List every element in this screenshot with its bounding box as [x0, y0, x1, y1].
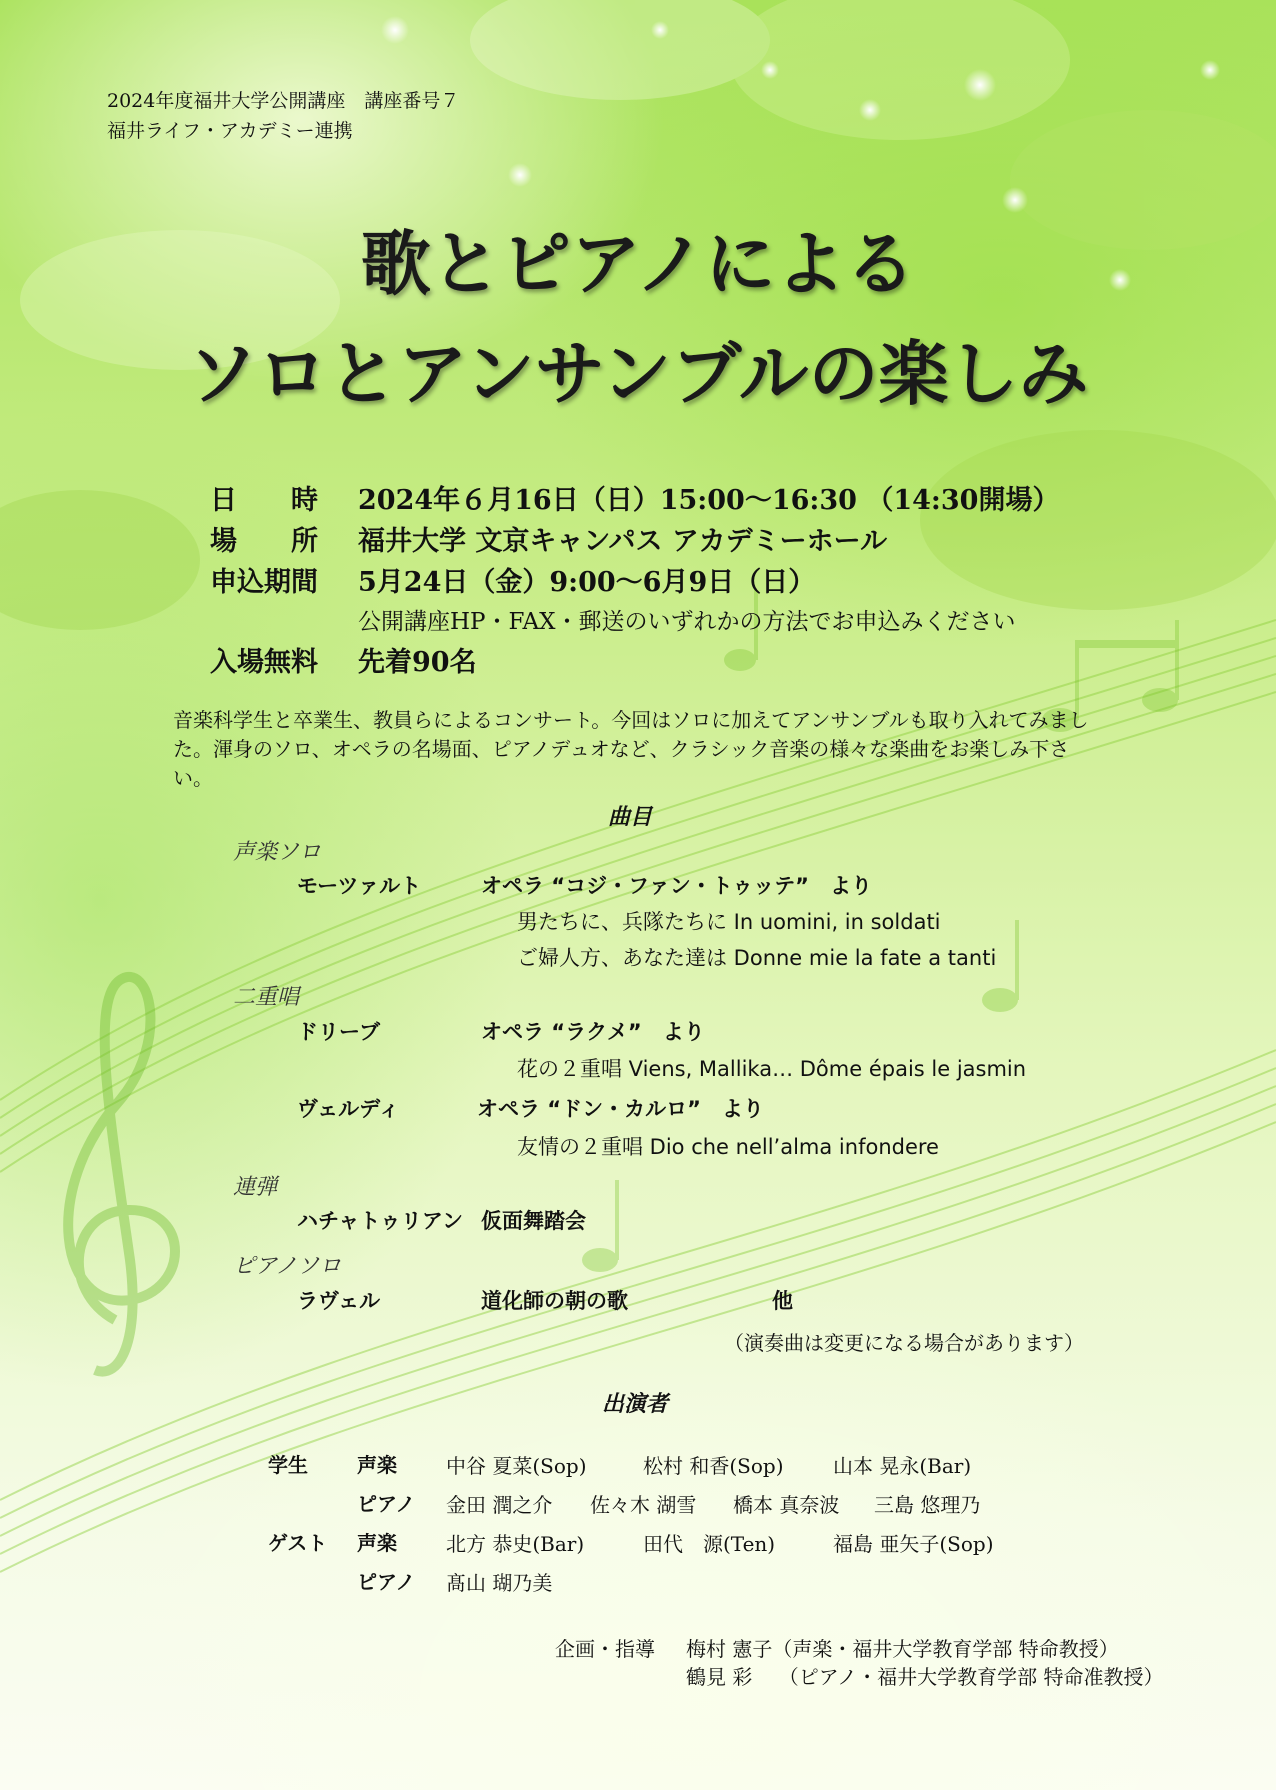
apply-value: 5月24日（金）9:00～6月9日（日）: [358, 567, 816, 598]
performers-heading: 出演者: [602, 1392, 669, 1417]
student-piano-1: 金田 潤之介: [446, 1493, 553, 1517]
work-mozart: オペラ “コジ・ファン・トゥッテ” より: [481, 874, 872, 898]
work-ravel: 道化師の朝の歌: [481, 1289, 628, 1313]
place-label: 場 所: [210, 526, 318, 557]
title-line-1: 歌とピアノによる: [360, 223, 916, 305]
apply-label: 申込期間: [210, 567, 318, 598]
category-duet: 二重唱: [233, 985, 300, 1010]
guest-piano-label: ピアノ: [357, 1570, 416, 1594]
work-delibes: オペラ “ラクメ” より: [481, 1020, 705, 1044]
datetime-label: 日 時: [210, 485, 318, 516]
student-piano-2: 佐々木 湖雪: [590, 1493, 697, 1517]
direction-label: 企画・指導: [555, 1637, 655, 1661]
guest-vocal-1: 北方 恭史(Bar): [446, 1532, 585, 1556]
composer-khachaturian: ハチャトゥリアン: [297, 1209, 464, 1233]
student-vocal-3: 山本 晃永(Bar): [833, 1454, 972, 1478]
student-vocal-label: 声楽: [357, 1453, 397, 1477]
program-change-note: （演奏曲は変更になる場合があります）: [724, 1331, 1084, 1355]
free-label: 入場無料: [210, 647, 318, 678]
composer-ravel: ラヴェル: [297, 1289, 381, 1313]
academy-line: 福井ライフ・アカデミー連携: [107, 120, 353, 142]
category-vocal-solo: 声楽ソロ: [233, 840, 322, 865]
course-number-line: 2024年度福井大学公開講座 講座番号７: [107, 90, 460, 112]
category-piano-solo: ピアノソロ: [233, 1254, 342, 1279]
others-label: 他: [772, 1289, 793, 1313]
category-four-hands: 連弾: [233, 1175, 278, 1200]
song-delibes: 花の２重唱 Viens, Mallika… Dôme épais le jasmin: [517, 1057, 1027, 1081]
guest-vocal-2: 田代 源(Ten): [643, 1532, 776, 1556]
song-verdi: 友情の２重唱 Dio che nell’alma infondere: [517, 1135, 939, 1159]
guest-piano-1: 髙山 瑚乃美: [446, 1571, 553, 1595]
composer-verdi: ヴェルディ: [297, 1097, 400, 1121]
student-piano-label: ピアノ: [357, 1492, 416, 1516]
guest-vocal-3: 福島 亜矢子(Sop): [833, 1532, 994, 1556]
student-vocal-2: 松村 和香(Sop): [643, 1454, 784, 1478]
work-verdi: オペラ “ドン・カルロ” より: [477, 1097, 764, 1121]
place-value: 福井大学 文京キャンパス アカデミーホール: [358, 526, 888, 557]
free-value: 先着90名: [358, 647, 477, 678]
program-heading: 曲目: [608, 805, 653, 830]
guest-vocal-label: 声楽: [357, 1531, 397, 1555]
treble-clef-icon: [68, 977, 175, 1372]
guest-label: ゲスト: [268, 1531, 328, 1555]
apply-note: 公開講座HP・FAX・郵送のいずれかの方法でお申込みください: [358, 609, 1016, 635]
composer-mozart: モーツァルト: [297, 874, 422, 898]
student-piano-3: 橋本 真奈波: [733, 1493, 840, 1517]
title-line-2: ソロとアンサンブルの楽しみ: [187, 333, 1089, 415]
director-1: 梅村 憲子（声楽・福井大学教育学部 特命教授）: [686, 1637, 1119, 1661]
description: 音楽科学生と卒業生、教員らによるコンサート。今回はソロに加えてアンサンブルも取り入れてみました。渾身のソロ、オペラの名場面、ピアノデュオなど、クラシック音楽の様々な楽曲をお楽しみ下さい。: [173, 708, 1089, 790]
student-piano-4: 三島 悠理乃: [874, 1493, 981, 1517]
song-mozart-2: ご婦人方、あなた達は Donne mie la fate a tanti: [517, 946, 997, 970]
student-vocal-1: 中谷 夏菜(Sop): [446, 1454, 587, 1478]
song-mozart-1: 男たちに、兵隊たちに In uomini, in soldati: [517, 910, 941, 934]
director-2: 鶴見 彩 （ピアノ・福井大学教育学部 特命准教授）: [686, 1665, 1164, 1689]
composer-delibes: ドリーブ: [297, 1020, 380, 1044]
work-khachaturian: 仮面舞踏会: [481, 1209, 586, 1233]
student-label: 学生: [268, 1453, 308, 1477]
datetime-value: 2024年６月16日（日）15:00～16:30 （14:30開場）: [358, 485, 1060, 516]
